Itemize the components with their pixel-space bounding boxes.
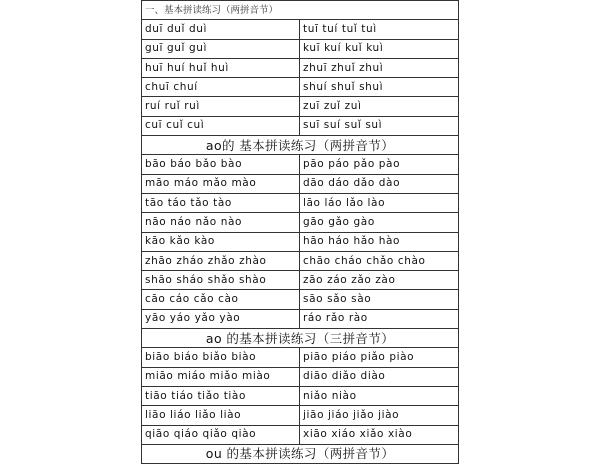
syllable-cell-left: shāo sháo shǎo shào [142, 271, 300, 290]
header-row [142, 1, 459, 20]
section-title: ao的 基本拼读练习（两拼音节） [142, 136, 459, 155]
syllable-cell-left: tiāo tiáo tiǎo tiào [142, 386, 300, 405]
pinyin-table-body [142, 1, 459, 464]
section-title-row [142, 136, 459, 155]
syllable-cell-left: nāo náo nǎo nào [142, 213, 300, 232]
syllable-cell-right: tuī tuí tuǐ tuì [300, 20, 459, 39]
syllable-cell-right: zhuī zhuǐ zhuì [300, 58, 459, 77]
syllable-cell-right: zāo záo zǎo zào [300, 271, 459, 290]
pinyin-table [141, 0, 459, 464]
syllable-cell-left: ruí ruǐ ruì [142, 97, 300, 116]
worksheet-header: 一、基本拼读练习（两拼音节） [142, 1, 459, 20]
syllable-cell-right: gāo gǎo gào [300, 213, 459, 232]
syllable-cell-right: jiāo jiáo jiǎo jiào [300, 406, 459, 425]
table-row [142, 367, 459, 386]
table-row [142, 232, 459, 251]
syllable-cell-left: miāo miáo miǎo miào [142, 367, 300, 386]
syllable-cell-right: zuī zuǐ zuì [300, 97, 459, 116]
table-row [142, 348, 459, 367]
syllable-cell-right: dāo dáo dǎo dào [300, 174, 459, 193]
syllable-cell-left: tāo táo tǎo tào [142, 193, 300, 212]
syllable-cell-left: qiāo qiáo qiǎo qiào [142, 425, 300, 444]
syllable-cell-right: shuí shuǐ shuì [300, 78, 459, 97]
syllable-cell-left: huī huí huǐ huì [142, 58, 300, 77]
syllable-cell-right: sāo sǎo sào [300, 290, 459, 309]
table-row [142, 251, 459, 270]
table-row [142, 309, 459, 328]
table-row [142, 290, 459, 309]
syllable-cell-right: hāo háo hǎo hào [300, 232, 459, 251]
table-row [142, 193, 459, 212]
syllable-cell-left: cāo cáo cǎo cào [142, 290, 300, 309]
syllable-cell-left: cuī cuǐ cuì [142, 116, 300, 135]
syllable-cell-right: xiāo xiáo xiǎo xiào [300, 425, 459, 444]
syllable-cell-left: bāo báo bǎo bào [142, 155, 300, 174]
table-row [142, 20, 459, 39]
syllable-cell-left: guī guǐ guì [142, 39, 300, 58]
practice-sheet [141, 0, 458, 462]
syllable-cell-left: biāo biáo biǎo biào [142, 348, 300, 367]
table-row [142, 386, 459, 405]
syllable-cell-right: niǎo niào [300, 386, 459, 405]
syllable-cell-right: diāo diǎo diào [300, 367, 459, 386]
table-row [142, 155, 459, 174]
syllable-cell-right: lāo láo lǎo lào [300, 193, 459, 212]
syllable-cell-left: zhāo zháo zhǎo zhào [142, 251, 300, 270]
section-title-row [142, 329, 459, 348]
table-row [142, 58, 459, 77]
table-row [142, 271, 459, 290]
syllable-cell-right: chāo cháo chǎo chào [300, 251, 459, 270]
syllable-cell-right: ráo rǎo rào [300, 309, 459, 328]
syllable-cell-left: kāo kǎo kào [142, 232, 300, 251]
section-title: ao 的基本拼读练习（三拼音节） [142, 329, 459, 348]
syllable-cell-left: māo máo mǎo mào [142, 174, 300, 193]
syllable-cell-right: suī suí suǐ suì [300, 116, 459, 135]
syllable-cell-right: kuī kuí kuǐ kuì [300, 39, 459, 58]
section-title-row [142, 444, 459, 463]
table-row [142, 116, 459, 135]
table-row [142, 39, 459, 58]
syllable-cell-right: piāo piáo piǎo piào [300, 348, 459, 367]
table-row [142, 425, 459, 444]
syllable-cell-left: chuī chuí [142, 78, 300, 97]
table-row [142, 406, 459, 425]
table-row [142, 78, 459, 97]
table-row [142, 213, 459, 232]
syllable-cell-left: yāo yáo yǎo yào [142, 309, 300, 328]
syllable-cell-left: liāo liáo liǎo liào [142, 406, 300, 425]
section-title: ou 的基本拼读练习（两拼音节） [142, 444, 459, 463]
syllable-cell-left: duī duǐ duì [142, 20, 300, 39]
table-row [142, 97, 459, 116]
syllable-cell-right: pāo páo pǎo pào [300, 155, 459, 174]
table-row [142, 174, 459, 193]
